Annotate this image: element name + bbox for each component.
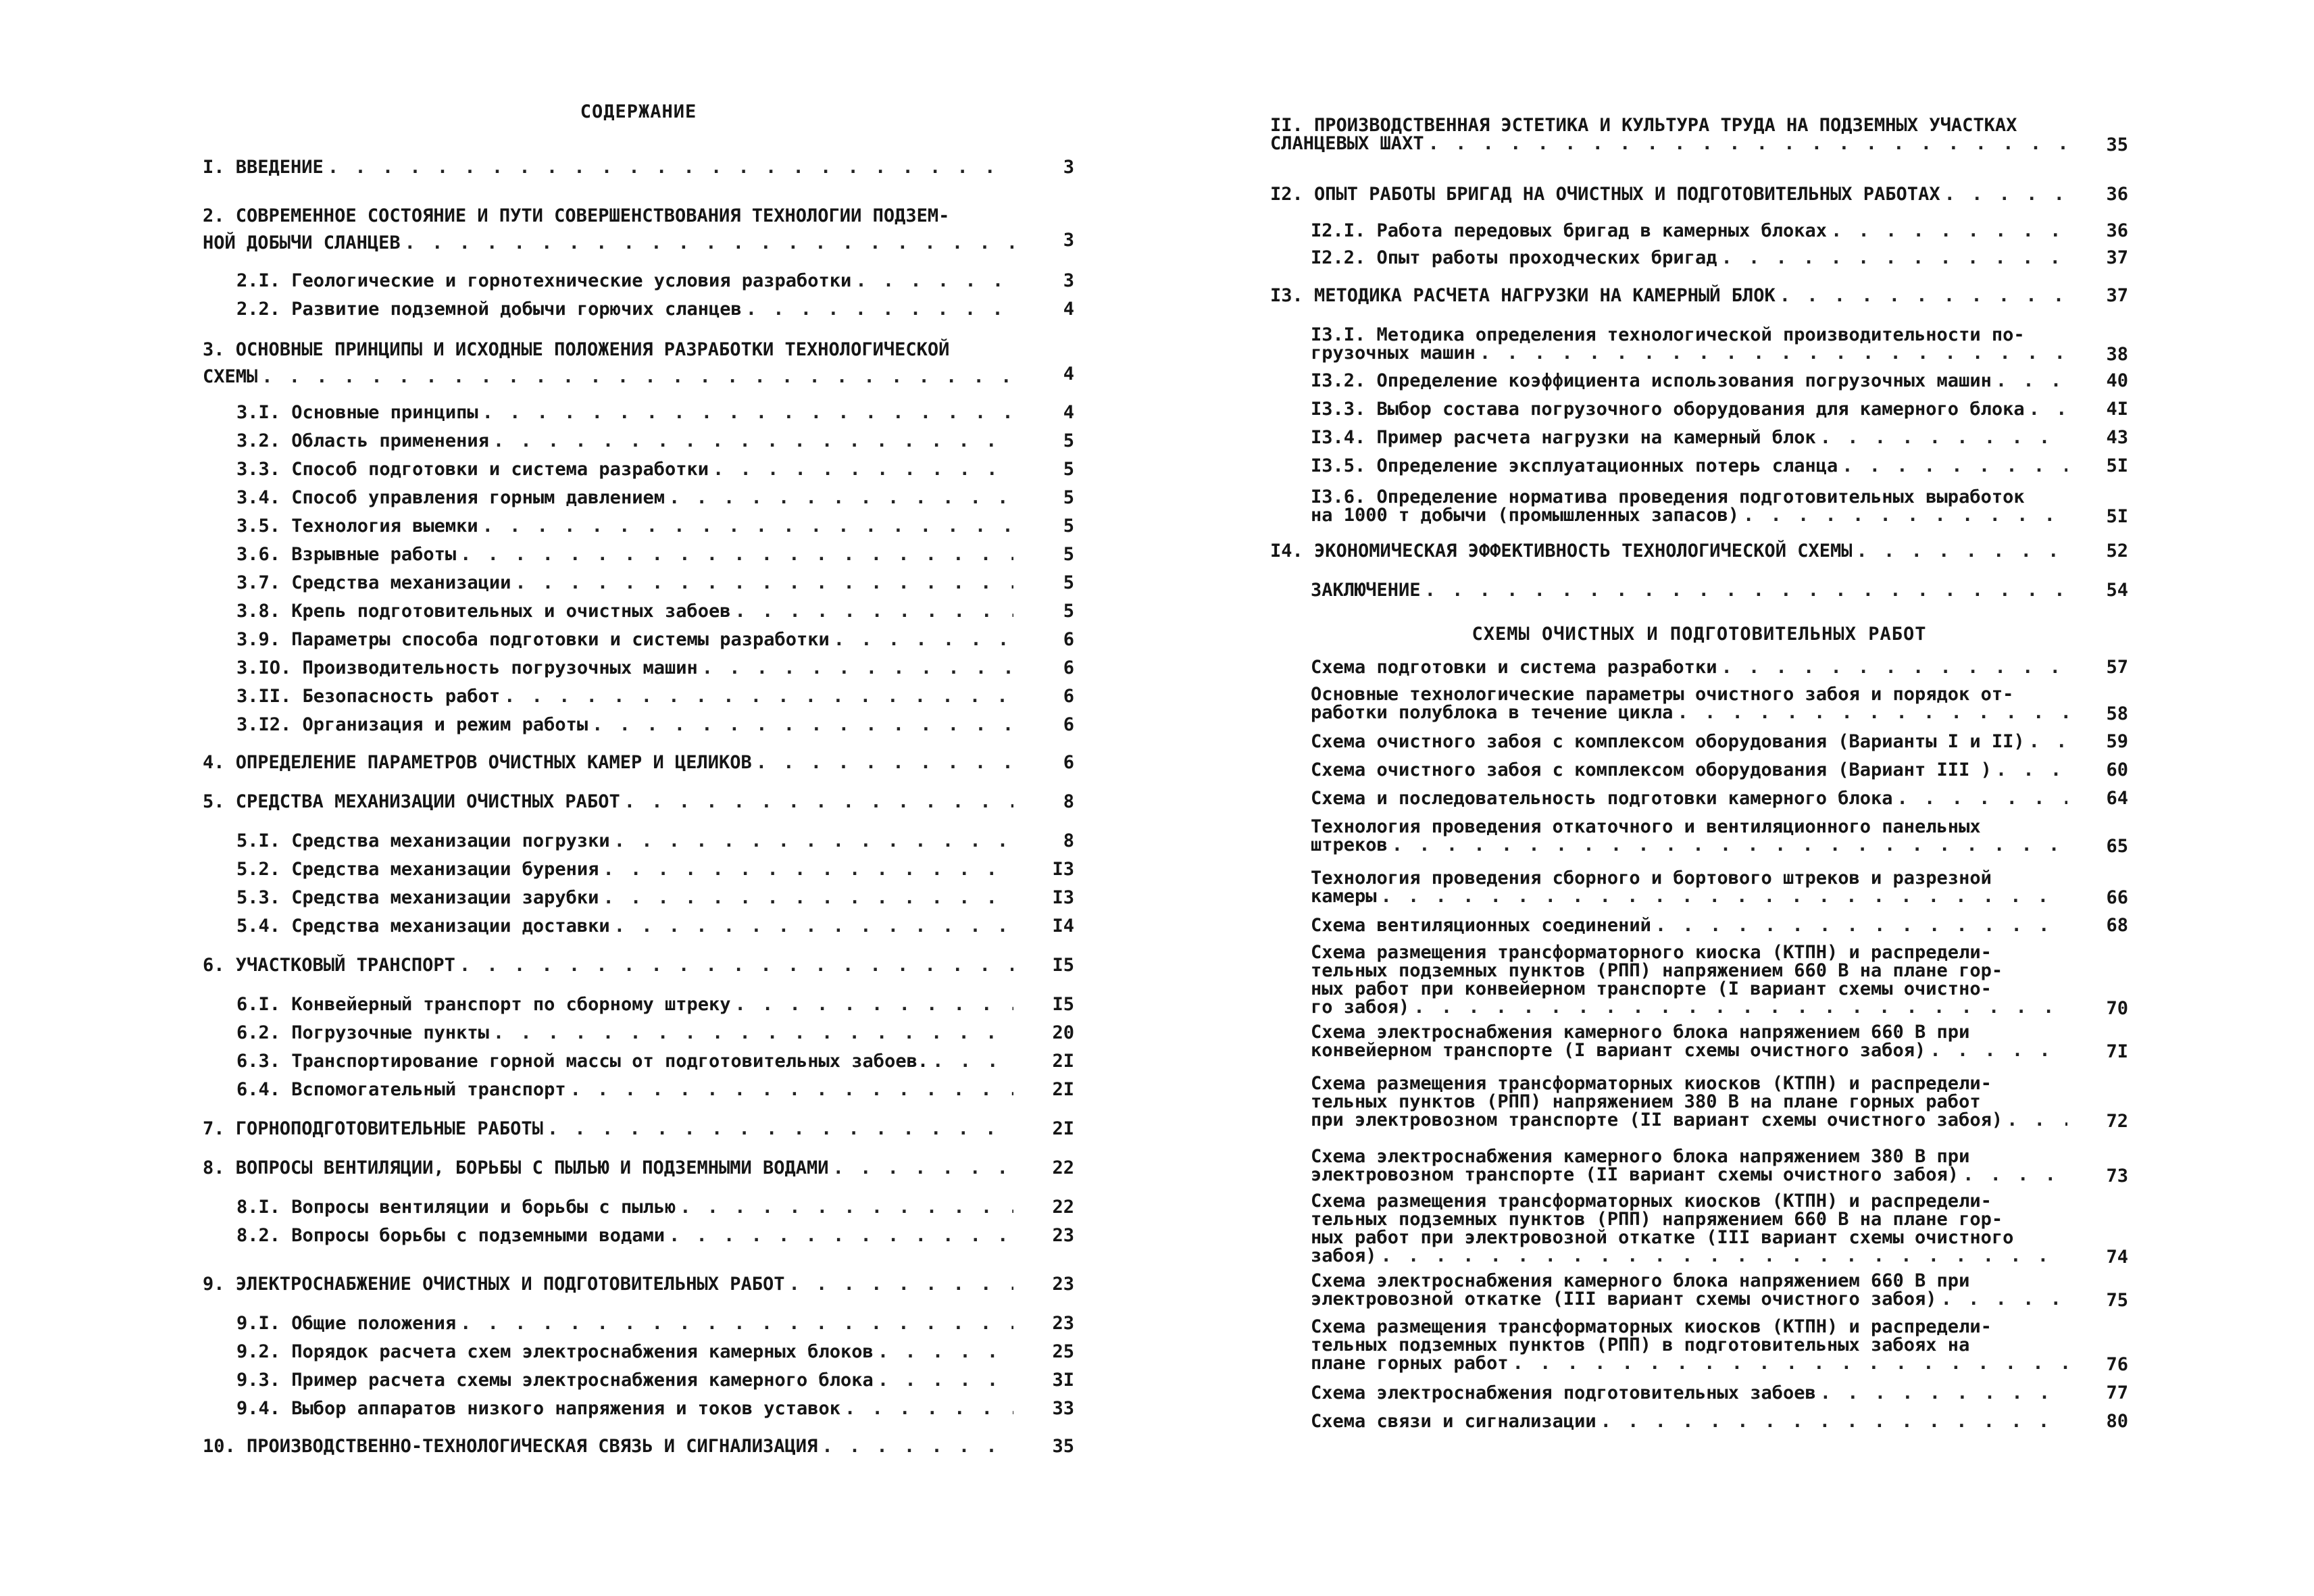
- page-number: 3: [1063, 270, 1074, 291]
- toc-entry-text: тельных подземных пунктов (РПП) в подготовительных забоях на: [1311, 1335, 1970, 1355]
- dot-leader: [504, 686, 1013, 707]
- dot-leader: [1941, 1290, 2067, 1308]
- page-number: 80: [2106, 1411, 2128, 1432]
- dot-leader: [1413, 998, 2067, 1016]
- page-number: 5I: [2106, 455, 2128, 476]
- dot-leader: [1392, 836, 2067, 854]
- dot-leader: [482, 402, 1013, 423]
- toc-entry-text: Схема размещения трансформаторного киоска (КТПН) и распредели-: [1311, 942, 1992, 963]
- page-number: 75: [2106, 1290, 2128, 1311]
- toc-entry-text: тельных подземных пунктов (РПП) напряжением 660 В на плане гор-: [1311, 960, 2003, 981]
- dot-leader: [1897, 788, 2067, 809]
- page-number: 20: [1052, 1022, 1074, 1043]
- page-number: 33: [1052, 1398, 1074, 1419]
- page-number: 5: [1063, 601, 1074, 622]
- toc-entry-text: 3.2. Область применения: [236, 430, 489, 451]
- toc-entry-text: 5.3. Средства механизации зарубки: [236, 887, 599, 908]
- page-number: 40: [2106, 370, 2128, 391]
- dot-leader: [460, 1313, 1013, 1334]
- dot-leader: [878, 1341, 1013, 1362]
- dot-leader: [702, 657, 1013, 678]
- page-number: 6: [1063, 629, 1074, 650]
- toc-entry-text: Схема очистного забоя с комплексом оборудования (Варианты I и II): [1311, 731, 2025, 752]
- toc-entry-text: грузочных машин: [1311, 343, 1476, 364]
- dot-leader: [493, 1022, 1013, 1043]
- dot-leader: [834, 629, 1013, 650]
- dot-leader: [2029, 731, 2067, 752]
- dot-leader: [547, 1118, 1013, 1139]
- toc-entry-text: I3.4. Пример расчета нагрузки на камерный блок: [1311, 427, 1816, 448]
- page-number: I4: [1052, 916, 1074, 937]
- dot-leader: [855, 270, 1013, 291]
- toc-entry-text: Схема размещения трансформаторных киосков (КТПН) и распредели-: [1311, 1073, 1992, 1094]
- dot-leader: [2007, 1111, 2067, 1129]
- toc-entry-text: 9.2. Порядок расчета схем электроснабжения камерных блоков: [236, 1341, 874, 1362]
- page-number: 6: [1063, 657, 1074, 678]
- dot-leader: [1842, 455, 2067, 476]
- page-number: 5: [1063, 544, 1074, 565]
- toc-entry-text: 6.I. Конвейерный транспорт по сборному штреку: [236, 994, 731, 1015]
- dot-leader: [932, 1051, 1013, 1072]
- dot-leader: [1780, 285, 2067, 306]
- toc-entry-text: 4. ОПРЕДЕЛЕНИЕ ПАРАМЕТРОВ ОЧИСТНЫХ КАМЕР И ЦЕЛИКОВ: [203, 752, 752, 773]
- dot-leader: [1721, 657, 2067, 678]
- page-number: 52: [2106, 541, 2128, 562]
- toc-entry-text: I3.3. Выбор состава погрузочного оборудования для камерного блока: [1311, 399, 2025, 420]
- page-number: 3: [1063, 157, 1074, 178]
- toc-entry-text: 5.2. Средства механизации бурения: [236, 859, 599, 880]
- page-number: 35: [1052, 1436, 1074, 1457]
- dot-leader: [614, 916, 1013, 937]
- toc-entry-text: тельных пунктов (РПП) напряжением 380 В на плане горных работ: [1311, 1091, 1981, 1112]
- page-number: 6: [1063, 686, 1074, 707]
- page-number: 5I: [2106, 506, 2128, 527]
- toc-entry-text: I2.I. Работа передовых бригад в камерных блоках: [1311, 220, 1828, 241]
- page-number: 5: [1063, 572, 1074, 593]
- dot-leader: [1820, 427, 2067, 448]
- toc-entry-text: 2. СОВРЕМЕННОЕ СОСТОЯНИЕ И ПУТИ СОВЕРШЕНСТВОВАНИЯ ТЕХНОЛОГИИ ПОДЗЕМ-: [203, 205, 950, 226]
- dot-leader: [1655, 915, 2067, 936]
- page-number: 74: [2106, 1247, 2128, 1268]
- toc-entry-text: СЛАНЦЕВЫХ ШАХТ: [1270, 133, 1424, 154]
- page-number: 25: [1052, 1341, 1074, 1362]
- dot-leader: [592, 714, 1013, 735]
- toc-entry-text: 3.3. Способ подготовки и система разработки: [236, 459, 709, 480]
- page-number: 4I: [2106, 399, 2128, 420]
- dot-leader: [1677, 703, 2067, 722]
- toc-entry-text: 9. ЭЛЕКТРОСНАБЖЕНИЕ ОЧИСТНЫХ И ПОДГОТОВИТЕЛЬНЫХ РАБОТ: [203, 1274, 785, 1295]
- toc-entry-text: 3.IO. Производительность погрузочных машин: [236, 657, 698, 678]
- toc-entry-text: 10. ПРОИЗВОДСТВЕННО-ТЕХНОЛОГИЧЕСКАЯ СВЯЗЬ И СИГНАЛИЗАЦИЯ: [203, 1436, 818, 1457]
- toc-entry-text: штреков: [1311, 834, 1388, 855]
- toc-entry-text: 3.4. Способ управления горным давлением: [236, 487, 665, 508]
- dot-leader: [1857, 541, 2067, 562]
- page-number: 35: [2106, 134, 2128, 155]
- page-number: 3I: [1052, 1370, 1074, 1391]
- toc-entry-text: Технология проведения откаточного и вентиляционного панельных: [1311, 816, 1981, 837]
- toc-entry-text: электровозной откатке (III вариант схемы очистного забоя): [1311, 1289, 1937, 1310]
- toc-entry-text: 2.I. Геологические и горнотехнические условия разработки: [236, 270, 852, 291]
- toc-entry-text: Основные технологические параметры очистного забоя и порядок от-: [1311, 684, 2014, 705]
- toc-entry-text: на 1000 т добычи (промышленных запасов): [1311, 505, 1739, 526]
- page-number: I3: [1052, 859, 1074, 880]
- toc-entry-text: электровозном транспорте (II вариант схемы очистного забоя): [1311, 1164, 1959, 1185]
- dot-leader: [1381, 887, 2067, 905]
- page-number: 23: [1052, 1274, 1074, 1295]
- dot-leader: [570, 1079, 1013, 1100]
- page-number: 57: [2106, 657, 2128, 678]
- page-number: 37: [2106, 285, 2128, 306]
- toc-entry-text: тельных подземных пунктов (РПП) напряжением 660 В на плане гор-: [1311, 1209, 2003, 1230]
- page-number: 72: [2106, 1111, 2128, 1132]
- toc-entry-text: Схема очистного забоя с комплексом оборудования (Вариант III ): [1311, 759, 1992, 780]
- dot-leader: [603, 859, 1013, 880]
- dot-leader: [515, 572, 1013, 593]
- toc-entry-text: СХЕМЫ: [203, 366, 258, 387]
- page-number: 68: [2106, 915, 2128, 936]
- toc-entry-text: I3.2. Определение коэффициента использования погрузочных машин: [1311, 370, 1992, 391]
- toc-entry-text: Схема вентиляционных соединений: [1311, 915, 1651, 936]
- dot-leader: [713, 459, 1013, 480]
- toc-entry-text: I3.6. Определение норматива проведения подготовительных выработок: [1311, 487, 2025, 507]
- dot-leader: [735, 994, 1014, 1015]
- dot-leader: [878, 1370, 1013, 1391]
- dot-leader: [1428, 134, 2067, 153]
- toc-entry-text: Схема размещения трансформаторных киосков (КТПН) и распредели-: [1311, 1191, 1992, 1212]
- dot-leader: [624, 791, 1013, 812]
- dot-leader: [1601, 1411, 2067, 1432]
- toc-entry-text: 8. ВОПРОСЫ ВЕНТИЛЯЦИИ, БОРЬБЫ С ПЫЛЬЮ И ПОДЗЕМНЫМИ ВОДАМИ: [203, 1157, 829, 1178]
- page-number: 22: [1052, 1197, 1074, 1218]
- page-number: 66: [2106, 887, 2128, 908]
- toc-entry-text: плане горных работ: [1311, 1353, 1509, 1374]
- page-number: 6: [1063, 714, 1074, 735]
- toc-entry-text: Схема электроснабжения подготовительных забоев: [1311, 1382, 1816, 1403]
- page-number: 36: [2106, 220, 2128, 241]
- toc-entry-text: ных работ при электровозной откатке (III вариант схемы очистного: [1311, 1227, 2014, 1248]
- toc-entry-text: 3.5. Технология выемки: [236, 516, 478, 537]
- toc-entry-text: 3. ОСНОВНЫЕ ПРИНЦИПЫ И ИСХОДНЫЕ ПОЛОЖЕНИЯ РАЗРАБОТКИ ТЕХНОЛОГИЧЕСКОЙ: [203, 339, 950, 360]
- toc-entry-text: Технология проведения сборного и бортового штреков и разрезной: [1311, 868, 1992, 889]
- toc-entry-text: 5.I. Средства механизации погрузки: [236, 830, 610, 851]
- page-number: 6: [1063, 752, 1074, 773]
- toc-entry-text: 5.4. Средства механизации доставки: [236, 916, 610, 937]
- toc-entry-text: 3.I2. Организация и режим работы: [236, 714, 588, 735]
- dot-leader: [614, 830, 1013, 851]
- page-number: 54: [2106, 580, 2128, 601]
- dot-leader: [493, 430, 1013, 451]
- dot-leader: [1996, 759, 2067, 780]
- dot-leader: [460, 544, 1013, 565]
- page-number: 77: [2106, 1382, 2128, 1403]
- toc-entry-text: работки полублока в течение цикла: [1311, 702, 1674, 723]
- page-number: 64: [2106, 788, 2128, 809]
- dot-leader: [261, 364, 1013, 391]
- page-number: 23: [1052, 1313, 1074, 1334]
- toc-entry-text: 6.2. Погрузочные пункты: [236, 1022, 489, 1043]
- page-number: 38: [2106, 344, 2128, 365]
- page-number: 60: [2106, 759, 2128, 780]
- toc-entry-text: I2.2. Опыт работы проходческих бригад: [1311, 247, 1717, 268]
- page-number: 23: [1052, 1225, 1074, 1246]
- dot-leader: [1513, 1354, 2067, 1372]
- page-number: 2I: [1052, 1051, 1074, 1072]
- dot-leader: [405, 230, 1013, 257]
- toc-entry-text: Схема электроснабжения камерного блока напряжением 660 В при: [1311, 1270, 1970, 1291]
- left-page: [203, 0, 1074, 1596]
- page-number: 37: [2106, 247, 2128, 268]
- page-number: I3: [1052, 887, 1074, 908]
- toc-entry-text: Схема и последовательность подготовки камерного блока: [1311, 788, 1893, 809]
- page-number: 3: [1063, 230, 1074, 251]
- dot-leader: [735, 601, 1014, 622]
- toc-entry-text: 8.I. Вопросы вентиляции и борьбы с пылью: [236, 1197, 676, 1218]
- toc-entry-text: Схема подготовки и система разработки: [1311, 657, 1717, 678]
- page-number: I5: [1052, 955, 1074, 976]
- page-number: 5: [1063, 430, 1074, 451]
- dot-leader: [1381, 1247, 2067, 1265]
- dot-leader: [845, 1398, 1013, 1419]
- toc-entry-text: при электровозном транспорте (II вариант схемы очистного забоя): [1311, 1109, 2003, 1130]
- toc-entry-text: конвейерном транспорте (I вариант схемы очистного забоя): [1311, 1040, 1926, 1061]
- toc-entry-text: ЗАКЛЮЧЕНИЕ: [1311, 580, 1421, 601]
- page-number: 4: [1063, 364, 1074, 384]
- toc-entry-text: II. ПРОИЗВОДСТВЕННАЯ ЭСТЕТИКА И КУЛЬТУРА ТРУДА НА ПОДЗЕМНЫХ УЧАСТКАХ: [1270, 115, 2017, 136]
- page-number: 76: [2106, 1354, 2128, 1375]
- toc-entry-text: 2.2. Развитие подземной добычи горючих сланцев: [236, 299, 742, 320]
- toc-entry-text: I. ВВЕДЕНИЕ: [203, 157, 324, 178]
- dot-leader: [1721, 247, 2067, 268]
- page-number: 36: [2106, 184, 2128, 205]
- toc-entry-text: 5. СРЕДСТВА МЕХАНИЗАЦИИ ОЧИСТНЫХ РАБОТ: [203, 791, 620, 812]
- dot-leader: [1963, 1166, 2067, 1184]
- page-number: 59: [2106, 731, 2128, 752]
- toc-entry-text: 7. ГОРНОПОДГОТОВИТЕЛЬНЫЕ РАБОТЫ: [203, 1118, 543, 1139]
- page-number: 58: [2106, 703, 2128, 724]
- page-number: 70: [2106, 998, 2128, 1019]
- toc-entry-text: 8.2. Вопросы борьбы с подземными водами: [236, 1225, 665, 1246]
- dot-leader: [669, 487, 1013, 508]
- dot-leader: [1820, 1382, 2067, 1403]
- dot-leader: [833, 1157, 1013, 1178]
- toc-entry-text: Схема размещения трансформаторных киосков (КТПН) и распредели-: [1311, 1316, 1992, 1337]
- toc-entry-text: 6. УЧАСТКОВЫЙ ТРАНСПОРТ: [203, 955, 455, 976]
- toc-entry-text: НОЙ ДОБЫЧИ СЛАНЦЕВ: [203, 232, 401, 253]
- page-number: 43: [2106, 427, 2128, 448]
- page-number: 4: [1063, 402, 1074, 423]
- toc-entry-text: забоя): [1311, 1245, 1377, 1266]
- toc-entry-text: го забоя): [1311, 997, 1410, 1018]
- toc-entry-text: I3.I. Методика определения технологической производительности по-: [1311, 324, 2025, 345]
- page-number: 5: [1063, 487, 1074, 508]
- dot-leader: [328, 157, 1013, 178]
- toc-entry-text: Схема электроснабжения камерного блока напряжением 660 В при: [1311, 1022, 1970, 1043]
- toc-entry-text: 3.I. Основные принципы: [236, 402, 478, 423]
- dot-leader: [459, 955, 1013, 976]
- page-number: 4: [1063, 299, 1074, 320]
- toc-entry-text: 3.8. Крепь подготовительных и очистных забоев: [236, 601, 731, 622]
- dot-leader: [822, 1436, 1013, 1457]
- toc-entry-text: I3.5. Определение эксплуатационных потерь сланца: [1311, 455, 1838, 476]
- dot-leader: [1996, 370, 2067, 391]
- toc-entry-text: Схема связи и сигнализации: [1311, 1411, 1596, 1432]
- toc-entry-text: I3. МЕТОДИКА РАСЧЕТА НАГРУЗКИ НА КАМЕРНЫЙ БЛОК: [1270, 285, 1776, 306]
- dot-leader: [1831, 220, 2067, 241]
- toc-entry-text: Схема электроснабжения камерного блока напряжением 380 В при: [1311, 1146, 1970, 1167]
- dot-leader: [680, 1197, 1013, 1218]
- section-title: СХЕМЫ ОЧИСТНЫХ И ПОДГОТОВИТЕЛЬНЫХ РАБОТ: [1472, 624, 1927, 645]
- page-number: 5: [1063, 459, 1074, 480]
- right-page: [1270, 0, 2128, 1596]
- page-number: 2I: [1052, 1079, 1074, 1100]
- toc-entry-text: камеры: [1311, 886, 1377, 907]
- toc-entry-text: 3.6. Взрывные работы: [236, 544, 457, 565]
- toc-entry-text: 9.3. Пример расчета схемы электроснабжения камерного блока: [236, 1370, 874, 1391]
- dot-leader: [1743, 506, 2067, 524]
- dot-leader: [756, 752, 1013, 773]
- toc-entry-text: I4. ЭКОНОМИЧЕСКАЯ ЭФФЕКТИВНОСТЬ ТЕХНОЛОГИЧЕСКОЙ СХЕМЫ: [1270, 541, 1853, 562]
- toc-entry-text: 6.3. Транспортирование горной массы от подготовительных забоев.: [236, 1051, 929, 1072]
- toc-entry-text: 3.7. Средства механизации: [236, 572, 511, 593]
- page-number: 2I: [1052, 1118, 1074, 1139]
- toc-entry-text: ных работ при конвейерном транспорте (I вариант схемы очистно-: [1311, 978, 1992, 999]
- dot-leader: [2029, 399, 2067, 420]
- page-number: 65: [2106, 836, 2128, 857]
- page-number: 8: [1063, 791, 1074, 812]
- page-number: 73: [2106, 1166, 2128, 1187]
- toc-entry-text: I2. ОПЫТ РАБОТЫ БРИГАД НА ОЧИСТНЫХ И ПОДГОТОВИТЕЛЬНЫХ РАБОТАХ: [1270, 184, 1940, 205]
- dot-leader: [1930, 1041, 2067, 1059]
- dot-leader: [603, 887, 1013, 908]
- toc-entry-text: 3.II. Безопасность работ: [236, 686, 501, 707]
- page-title: СОДЕРЖАНИЕ: [580, 101, 697, 122]
- page-number: 7I: [2106, 1041, 2128, 1062]
- toc-entry-text: 3.9. Параметры способа подготовки и системы разработки: [236, 629, 830, 650]
- page-number: 5: [1063, 516, 1074, 537]
- dot-leader: [482, 516, 1013, 537]
- dot-leader: [1425, 580, 2067, 601]
- toc-entry-text: 9.I. Общие положения: [236, 1313, 457, 1334]
- page-number: I5: [1052, 994, 1074, 1015]
- page-number: 22: [1052, 1157, 1074, 1178]
- toc-entry-text: 9.4. Выбор аппаратов низкого напряжения и токов уставок: [236, 1398, 841, 1419]
- page-number: 8: [1063, 830, 1074, 851]
- dot-leader: [789, 1274, 1013, 1295]
- dot-leader: [669, 1225, 1013, 1246]
- dot-leader: [746, 299, 1013, 320]
- dot-leader: [1480, 344, 2067, 362]
- toc-entry-text: 6.4. Вспомогательный транспорт: [236, 1079, 566, 1100]
- dot-leader: [1944, 184, 2067, 205]
